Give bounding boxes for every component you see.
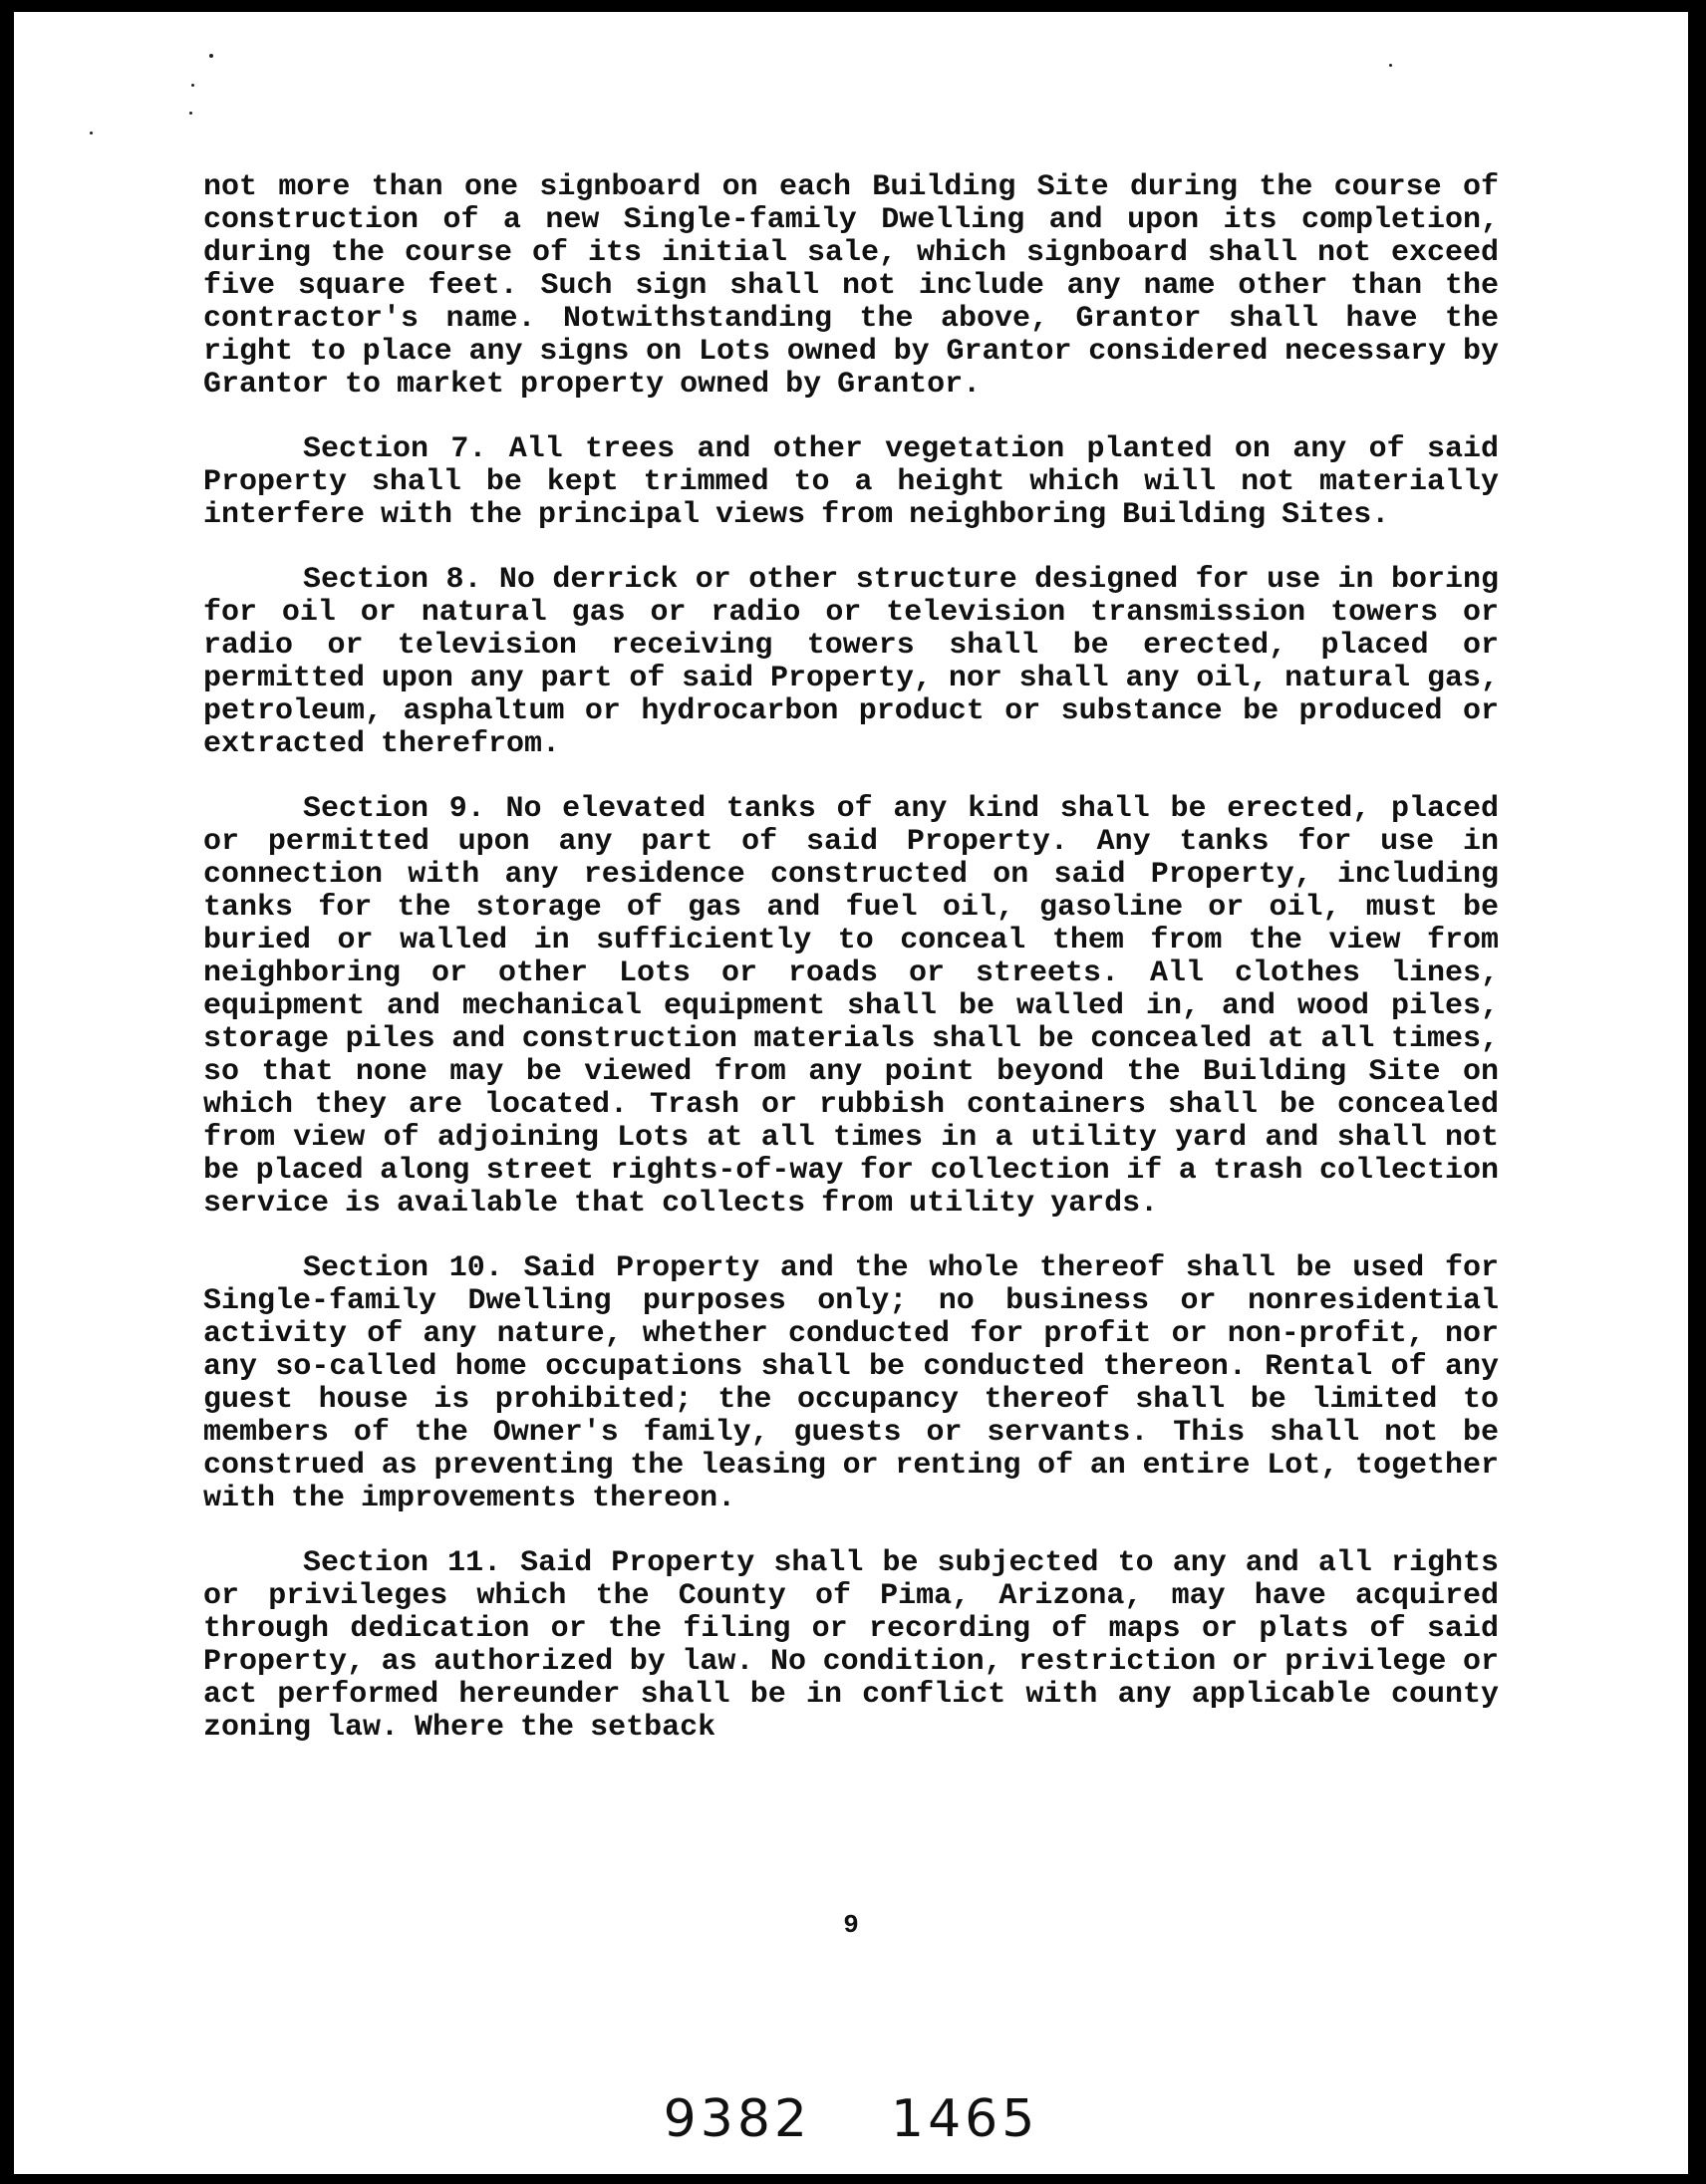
scan-speck	[209, 54, 213, 58]
scan-speck	[189, 112, 192, 115]
paragraph-section-9: Section 9. No elevated tanks of any kind shall be erected, placed or permitted upon any part of said Property. Any tanks for use in connection with any residence constructed on said Property, including tanks for the storage of gas and fuel oil, gasoline or oil, must be buried or walled in sufficiently to conceal them from the view from neighboring or other Lots or roads or streets. All clothes lines, equipment and mechanical equipment shall be walled in, and wood piles, storage piles and construction materials shall be concealed at all times, so that none may be viewed from any point beyond the Building Site on which they are located. Trash or rubbish containers shall be concealed from view of adjoining Lots at all times in a utility yard and shall not be placed along street rights-of-way for collection if a trash collection service is available that collects from utility yards.	[203, 792, 1499, 1221]
document-reference-numbers	[14, 2089, 1688, 2149]
page-reference-number: 1465	[891, 2089, 1039, 2149]
paragraph-section-10: Section 10. Said Property and the whole thereof shall be used for Single-family Dwelling purposes only; no business or nonresidential activity of any nature, whether conducted for profit or non-profit, nor any so-called home occupations shall be conducted thereon. Rental of any guest house is prohibited; the occupancy thereof shall be limited to members of the Owner's family, guests or servants. This shall not be construed as preventing the leasing or renting of an entire Lot, together with the improvements thereon.	[203, 1251, 1499, 1515]
document-body	[203, 171, 1499, 1776]
page-number: 9	[843, 1910, 859, 1940]
paragraph-section-7: Section 7. All trees and other vegetation planted on any of said Property shall be kept trimmed to a height which will not materially interfere with the principal views from neighboring Building Sites.	[203, 432, 1499, 532]
paragraph-sign-restrictions: not more than one signboard on each Building Site during the course of construction of a new Single-family Dwelling and upon its completion, during the course of its initial sale, which signboard shall not exceed five square feet. Such sign shall not include any name other than the contractor's name. Notwithstanding the above, Grantor shall have the right to place any signs on Lots owned by Grantor considered necessary by Grantor to market property owned by Grantor.	[203, 170, 1499, 402]
paragraph-section-11: Section 11. Said Property shall be subjected to any and all rights or privileges which the County of Pima, Arizona, may have acquired through dedication or the filing or recording of maps or plats of said Property, as authorized by law. No condition, restriction or privilege or act performed hereunder shall be in conflict with any applicable county zoning law. Where the setback	[203, 1546, 1499, 1745]
scan-speck	[90, 132, 93, 135]
scan-speck	[1389, 64, 1392, 67]
document-page	[14, 12, 1688, 2174]
scan-speck	[191, 84, 194, 87]
paragraph-section-8: Section 8. No derrick or other structure designed for use in boring for oil or natural gas or radio or television transmission towers or radio or television receiving towers shall be erected, placed or permitted upon any part of said Property, nor shall any oil, natural gas, petroleum, asphaltum or hydrocarbon product or substance be produced or extracted therefrom.	[203, 563, 1499, 761]
docket-number: 9382	[663, 2089, 811, 2149]
